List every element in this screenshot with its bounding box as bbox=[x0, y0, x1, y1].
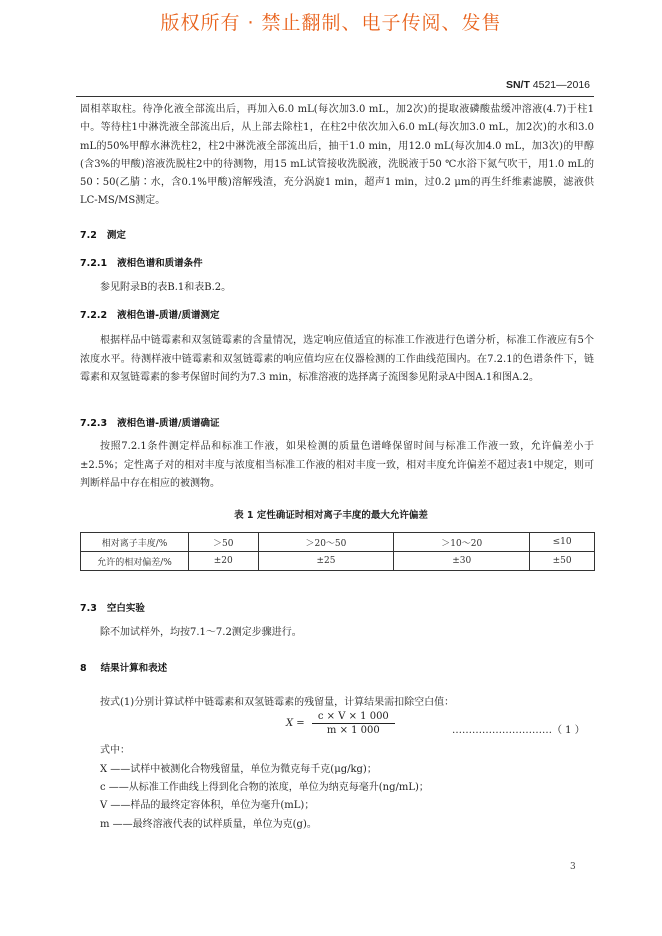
intro-paragraph: 固相萃取柱。待净化液全部流出后，再加入6.0 mL(每次加3.0 mL，加2次)的提取液磷酸盐缓冲溶液(4.7)于柱1中。等待柱1中淋洗液全部流出后，从上部去除柱1，在柱2中依次加入6.0 mL(每次加3.0 mL，加2次)的水和3.0 mL的50%甲醇水淋洗柱2，柱2中淋洗液全部流出后，抽干1.0 min，用12.0 mL(每次加4.0 mL，加3次)的甲醇(含3%的甲酸)溶液洗脱柱2中的待测物，用15 mL试管接收洗脱液，洗脱液于50 ℃水浴下氮气吹干，用1.0 mL的50∶50(乙腈∶水，含0.1%甲酸)溶解残渣，充分涡旋1 min，超声1 min，过0.2 μm的再生纤维素滤膜，滤液供LC-MS/MS测定。 bbox=[80, 104, 594, 207]
formula-1 bbox=[286, 711, 395, 736]
table-cell: ±30 bbox=[394, 552, 530, 571]
table-cell: ±20 bbox=[189, 552, 259, 571]
where-label: 式中： bbox=[100, 745, 130, 756]
table-cell: ＞10～20 bbox=[394, 533, 530, 552]
section-title: 液相色谱和质谱条件 bbox=[117, 258, 203, 269]
table-cell: ±25 bbox=[258, 552, 394, 571]
formula-denominator: m × 1 000 bbox=[326, 725, 380, 736]
section-number: 7.2 bbox=[80, 230, 97, 241]
formula-fraction bbox=[312, 711, 395, 736]
section-number: 8 bbox=[80, 663, 87, 674]
section-8-heading bbox=[80, 660, 167, 674]
definition-item: X ——试样中被测化合物残留量，单位为微克每千克(μg/kg)； bbox=[100, 764, 377, 775]
section-7-2-2-heading bbox=[80, 307, 219, 321]
section-title: 空白实验 bbox=[106, 603, 145, 614]
formula-number: …………………………（ 1 ） bbox=[452, 725, 585, 736]
definition-item: c ——从标准工作曲线上得到化合物的浓度，单位为纳克每毫升(ng/mL)； bbox=[100, 782, 429, 793]
section-title: 测定 bbox=[106, 230, 126, 241]
table-cell: ≤10 bbox=[530, 533, 595, 552]
page-number: 3 bbox=[570, 862, 576, 872]
section-7-2-3-text: 按照7.2.1条件测定样品和标准工作液，如果检测的质量色谱峰保留时间与标准工作液一致，允许偏差小于±2.5%；定性离子对的相对丰度与浓度相当标准工作液的相对丰度一致，相对丰度允许偏差不超过表1中规定，则可判断样品中存在相应的被测物。 bbox=[80, 441, 594, 489]
formula-lhs: X = bbox=[286, 718, 305, 729]
section-number: 7.2.1 bbox=[80, 258, 108, 269]
section-7-2-3-heading bbox=[80, 415, 219, 429]
definition-item: m ——最终溶液代表的试样质量，单位为克(g)。 bbox=[100, 819, 317, 830]
table-row bbox=[81, 533, 595, 552]
standard-number bbox=[506, 79, 590, 91]
formula-numerator: c × V × 1 000 bbox=[312, 711, 395, 724]
section-title: 液相色谱-质谱/质谱测定 bbox=[117, 310, 220, 321]
table-1-caption: 表 1 定性确证时相对离子丰度的最大允许偏差 bbox=[234, 510, 428, 521]
definition-item: V ——样品的最终定容体积，单位为毫升(mL)； bbox=[100, 800, 315, 811]
section-7-3-heading bbox=[80, 600, 145, 614]
section-7-2-1-text: 参见附录B的表B.1和表B.2。 bbox=[100, 282, 232, 293]
table-cell: ±50 bbox=[530, 552, 595, 571]
section-7-2-heading bbox=[80, 227, 126, 241]
section-7-2-1-heading bbox=[80, 255, 203, 269]
section-8-text: 按式(1)分别计算试样中链霉素和双氢链霉素的残留量，计算结果需扣除空白值： bbox=[100, 697, 455, 708]
table-cell: 允许的相对偏差/% bbox=[81, 552, 189, 571]
standard-prefix: SN/T bbox=[505, 79, 530, 91]
table-cell: ＞20～50 bbox=[258, 533, 394, 552]
table-cell: 相对离子丰度/% bbox=[81, 533, 189, 552]
section-number: 7.3 bbox=[80, 603, 97, 614]
section-title: 液相色谱-质谱/质谱确证 bbox=[117, 418, 220, 429]
section-title: 结果计算和表述 bbox=[100, 663, 168, 674]
standard-code: 4521—2016 bbox=[532, 79, 590, 91]
watermark: 版权所有 · 禁止翻制、电子传阅、发售 bbox=[160, 12, 502, 34]
table-cell: ＞50 bbox=[189, 533, 259, 552]
section-number: 7.2.3 bbox=[80, 418, 108, 429]
section-number: 7.2.2 bbox=[80, 310, 108, 321]
section-7-2-2-text: 根据样品中链霉素和双氢链霉素的含量情况，选定响应值适宜的标准工作液进行色谱分析，标准工作液应有5个浓度水平。待测样液中链霉素和双氢链霉素的响应值均应在仪器检测的工作曲线范围内。在7.2.1的色谱条件下，链霉素和双氢链霉素的参考保留时间约为7.3 min，标准溶液的选择离子流图参见附录A中图A.1和图A.2。 bbox=[80, 335, 594, 383]
table-1 bbox=[80, 532, 595, 571]
section-7-3-text: 除不加试样外，均按7.1～7.2测定步骤进行。 bbox=[100, 627, 302, 638]
table-row bbox=[81, 552, 595, 571]
header-rule bbox=[76, 96, 594, 97]
